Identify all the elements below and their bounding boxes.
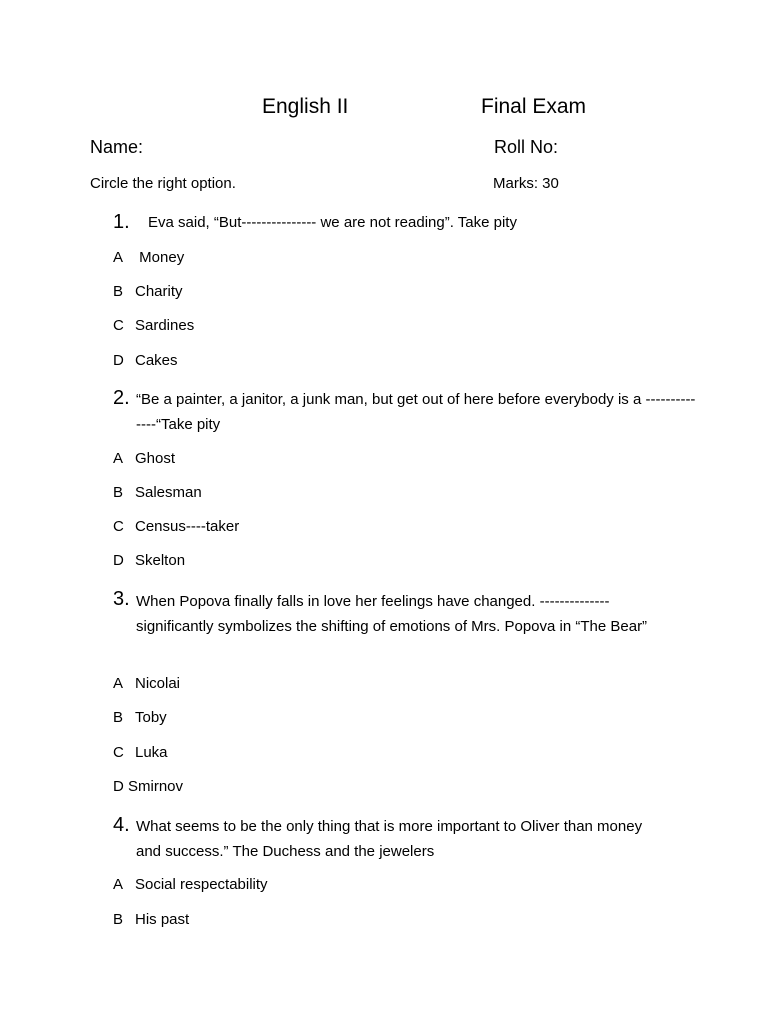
question-1-option-b <box>113 283 183 300</box>
question-2-option-d <box>113 552 185 569</box>
question-2-text: “Be a painter, a janitor, a junk man, but get out of here before everybody is a --------------“Take pity <box>136 391 696 433</box>
question-3-option-d <box>113 778 183 795</box>
option-letter: C <box>113 744 124 761</box>
option-text: Salesman <box>135 484 202 501</box>
option-letter: A <box>113 249 124 266</box>
question-1-option-d <box>113 352 178 369</box>
question-4-number: 4. <box>113 814 130 836</box>
exam-title: Final Exam <box>481 95 587 118</box>
option-text: Nicolai <box>135 675 181 692</box>
option-letter: D <box>113 552 124 569</box>
option-letter: B <box>113 283 124 300</box>
question-3-option-c <box>113 744 168 761</box>
option-text: Skelton <box>135 552 186 569</box>
option-text: Charity <box>135 283 183 300</box>
option-letter: A <box>113 675 124 692</box>
question-1-option-c <box>113 317 194 334</box>
option-text: Money <box>135 249 185 266</box>
question-1-option-a <box>113 249 184 266</box>
subject-title: English II <box>262 95 349 118</box>
option-letter: C <box>113 518 124 535</box>
question-1-text: Eva said, “But--------------- we are not reading”. Take pity <box>148 214 517 231</box>
option-text: Cakes <box>135 352 178 369</box>
question-4-option-b <box>113 911 189 928</box>
option-letter: B <box>113 911 124 928</box>
option-text: Luka <box>135 744 168 761</box>
option-text: Social respectability <box>135 876 268 893</box>
question-3-number: 3. <box>113 588 130 610</box>
question-1-number: 1. <box>113 211 130 233</box>
roll-number-label: Roll No: <box>494 137 559 157</box>
question-3-option-b <box>113 709 167 726</box>
question-3-text: When Popova finally falls in love her feelings have changed. -------------- significantly symbolizes the shifting of emotions of Mrs. Popova in “The Bear” <box>136 593 648 635</box>
question-2-number: 2. <box>113 387 130 409</box>
option-letter: A <box>113 876 124 893</box>
question-3-option-a <box>113 675 180 692</box>
name-label: Name: <box>90 137 144 157</box>
option-text: Census----taker <box>135 518 240 535</box>
instruction-text: Circle the right option. <box>90 175 236 192</box>
question-4-option-a <box>113 876 268 893</box>
option-text: His past <box>135 911 190 928</box>
option-text: Ghost <box>135 450 176 467</box>
marks-text: Marks: 30 <box>493 175 559 192</box>
option-letter: D <box>113 778 124 795</box>
option-letter: C <box>113 317 124 334</box>
option-text: Toby <box>135 709 167 726</box>
option-letter: D <box>113 352 124 369</box>
question-2-option-a <box>113 450 175 467</box>
option-letter: A <box>113 450 124 467</box>
option-letter: B <box>113 484 124 501</box>
question-4-text: What seems to be the only thing that is more important to Oliver than money and success.” The Duchess and the jewelers <box>136 818 643 860</box>
option-letter: B <box>113 709 124 726</box>
question-2-option-c <box>113 518 239 535</box>
question-2-option-b <box>113 484 202 501</box>
option-text: Smirnov <box>128 778 184 795</box>
option-text: Sardines <box>135 317 195 334</box>
